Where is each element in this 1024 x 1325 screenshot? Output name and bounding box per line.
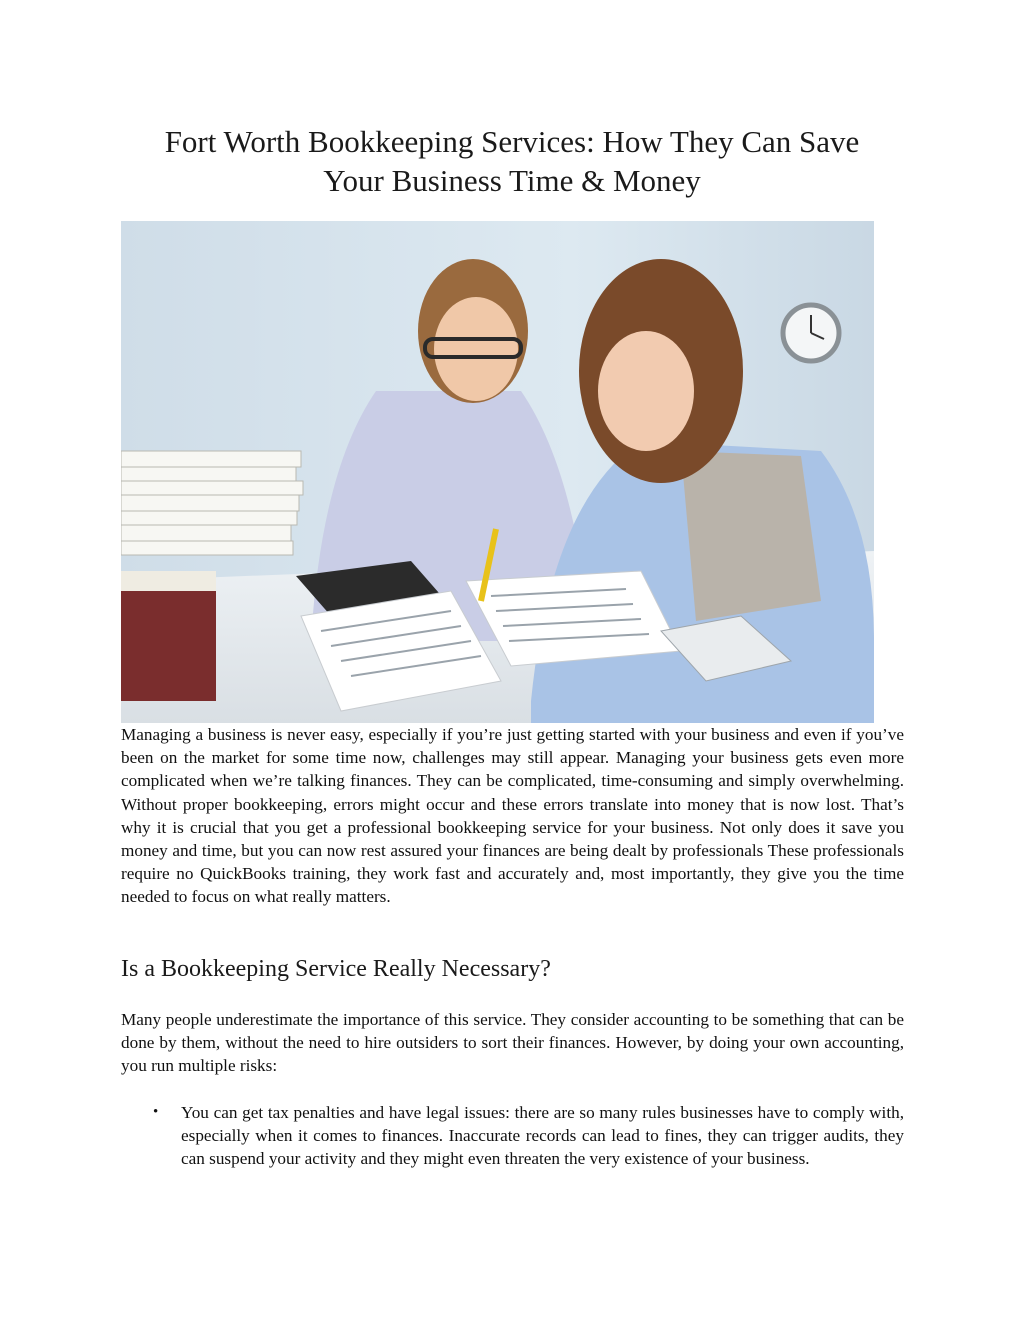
bullet-icon: •	[153, 1104, 159, 1120]
title-line-2: Your Business Time & Money	[323, 163, 701, 198]
page-title	[100, 122, 924, 200]
list-item	[121, 1101, 904, 1171]
intro-paragraph: Managing a business is never easy, especially if you’re just getting started with your business and even if you’ve been on the market for some time now, challenges may still appear. Managing your business gets even more complicated when we’re talking finances. They can be complicated, time-consuming and simply overwhelming. Without proper bookkeeping, errors might occur and these errors translate into money that is now lost. That’s why it is crucial that you get a professional bookkeeping service for your business. Not only does it save you money and time, but you can now rest assured your finances are being dealt by professionals These professionals require no QuickBooks training, they work fast and accurately and, most importantly, they give you the time needed to focus on what really matters.	[121, 725, 904, 907]
list-item-text: You can get tax penalties and have legal issues: there are so many rules businesses have to comply with, especially when it comes to finances. Inaccurate records can lead to fines, they can trigger audits, they can suspend your activity and they might even threaten the very existence of your business.	[181, 1103, 904, 1169]
section-paragraph: Many people underestimate the importance of this service. They consider accounting to be something that can be done by them, without the need to hire outsiders to sort their finances. However, by doing your own accounting, you run multiple risks:	[121, 1010, 904, 1076]
risk-list	[121, 1101, 904, 1171]
office-photo	[121, 221, 874, 723]
section-heading: Is a Bookkeeping Service Really Necessary?	[121, 956, 551, 982]
title-line-1: Fort Worth Bookkeeping Services: How They Can Save	[164, 124, 860, 159]
